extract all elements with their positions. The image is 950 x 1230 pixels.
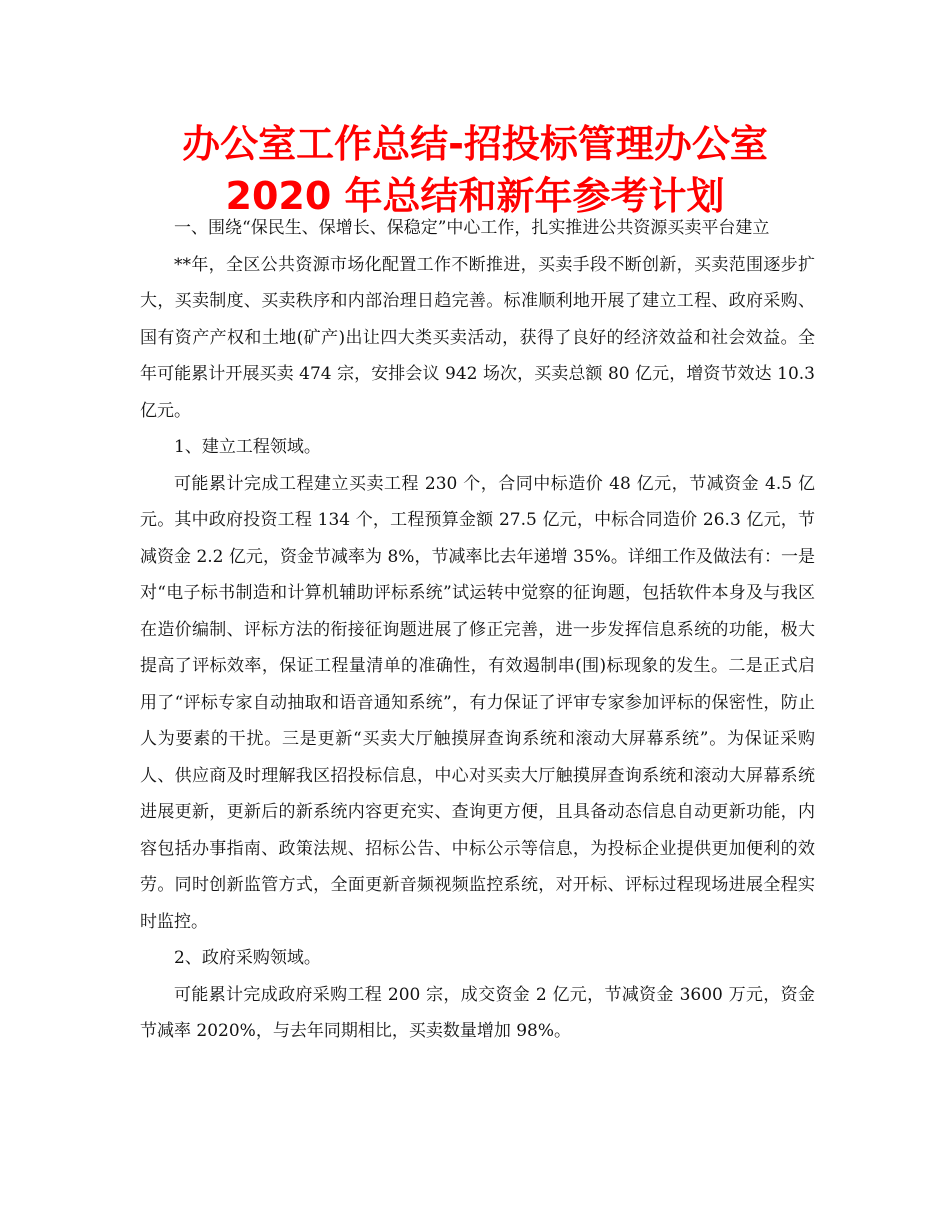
- section-heading-1: 一、围绕“保民生、保增长、保稳定”中心工作，扎实推进公共资源买卖平台建立: [174, 218, 770, 238]
- body-paragraph-procurement: 可能累计完成政府采购工程 200 宗，成交资金 2 亿元，节减资金 3600 万元，资金节减率 2020%，与去年同期相比，买卖数量增加 98%。: [140, 984, 815, 1041]
- document-title: 办公室工作总结-招投标管理办公室 2020 年总结和新年参考计划: [182, 122, 768, 218]
- document-body: [140, 210, 815, 1050]
- body-paragraph-construction: 可能累计完成工程建立买卖工程 230 个，合同中标造价 48 亿元，节减资金 4.5 亿元。其中政府投资工程 134 个，工程预算金额 27.5 亿元，中标合同造价 26.3 亿元，节减资金 2.2 亿元，资金节减率为 8%，节减率比去年递增 35%。详细工作及做法有：一是对“电子标书制造和计算机辅助评标系统”试运转中觉察的征询题，包括软件本身及与我区在造价编制、评标方法的衔接征询题进展了修正完善，进一步发挥信息系统的功能，极大提高了评标效率，保证工程量清单的准确性，有效遏制串(围)标现象的发生。二是正式启用了“评标专家自动抽取和语音通知系统”，有力保证了评审专家参加评标的保密性，防止人为要素的干扰。三是更新“买卖大厅触摸屏查询系统和滚动大屏幕系统”。为保证采购人、供应商及时理解我区招投标信息，中心对买卖大厅触摸屏查询系统和滚动大屏幕系统进展更新，更新后的新系统内容更充实、查询更方便，且具备动态信息自动更新功能，内容包括办事指南、政策法规、招标公告、中标公示等信息，为投标企业提供更加便利的效劳。同时创新监管方式，全面更新音频视频监控系统，对开标、评标过程现场进展全程实时监控。: [140, 473, 815, 932]
- body-paragraph-overview: **年，全区公共资源市场化配置工作不断推进，买卖手段不断创新，买卖范围逐步扩大，买卖制度、买卖秩序和内部治理日趋完善。标准顺利地开展了建立工程、政府采购、国有资产产权和土地(矿产)出让四大类买卖活动，获得了良好的经济效益和社会效益。全年可能累计开展买卖 474 宗，安排会议 942 场次，买卖总额 80 亿元，增资节效达 10.3 亿元。: [140, 254, 815, 421]
- subsection-heading-procurement: 2、政府采购领域。: [174, 948, 321, 968]
- subsection-heading-construction: 1、建立工程领域。: [174, 437, 321, 457]
